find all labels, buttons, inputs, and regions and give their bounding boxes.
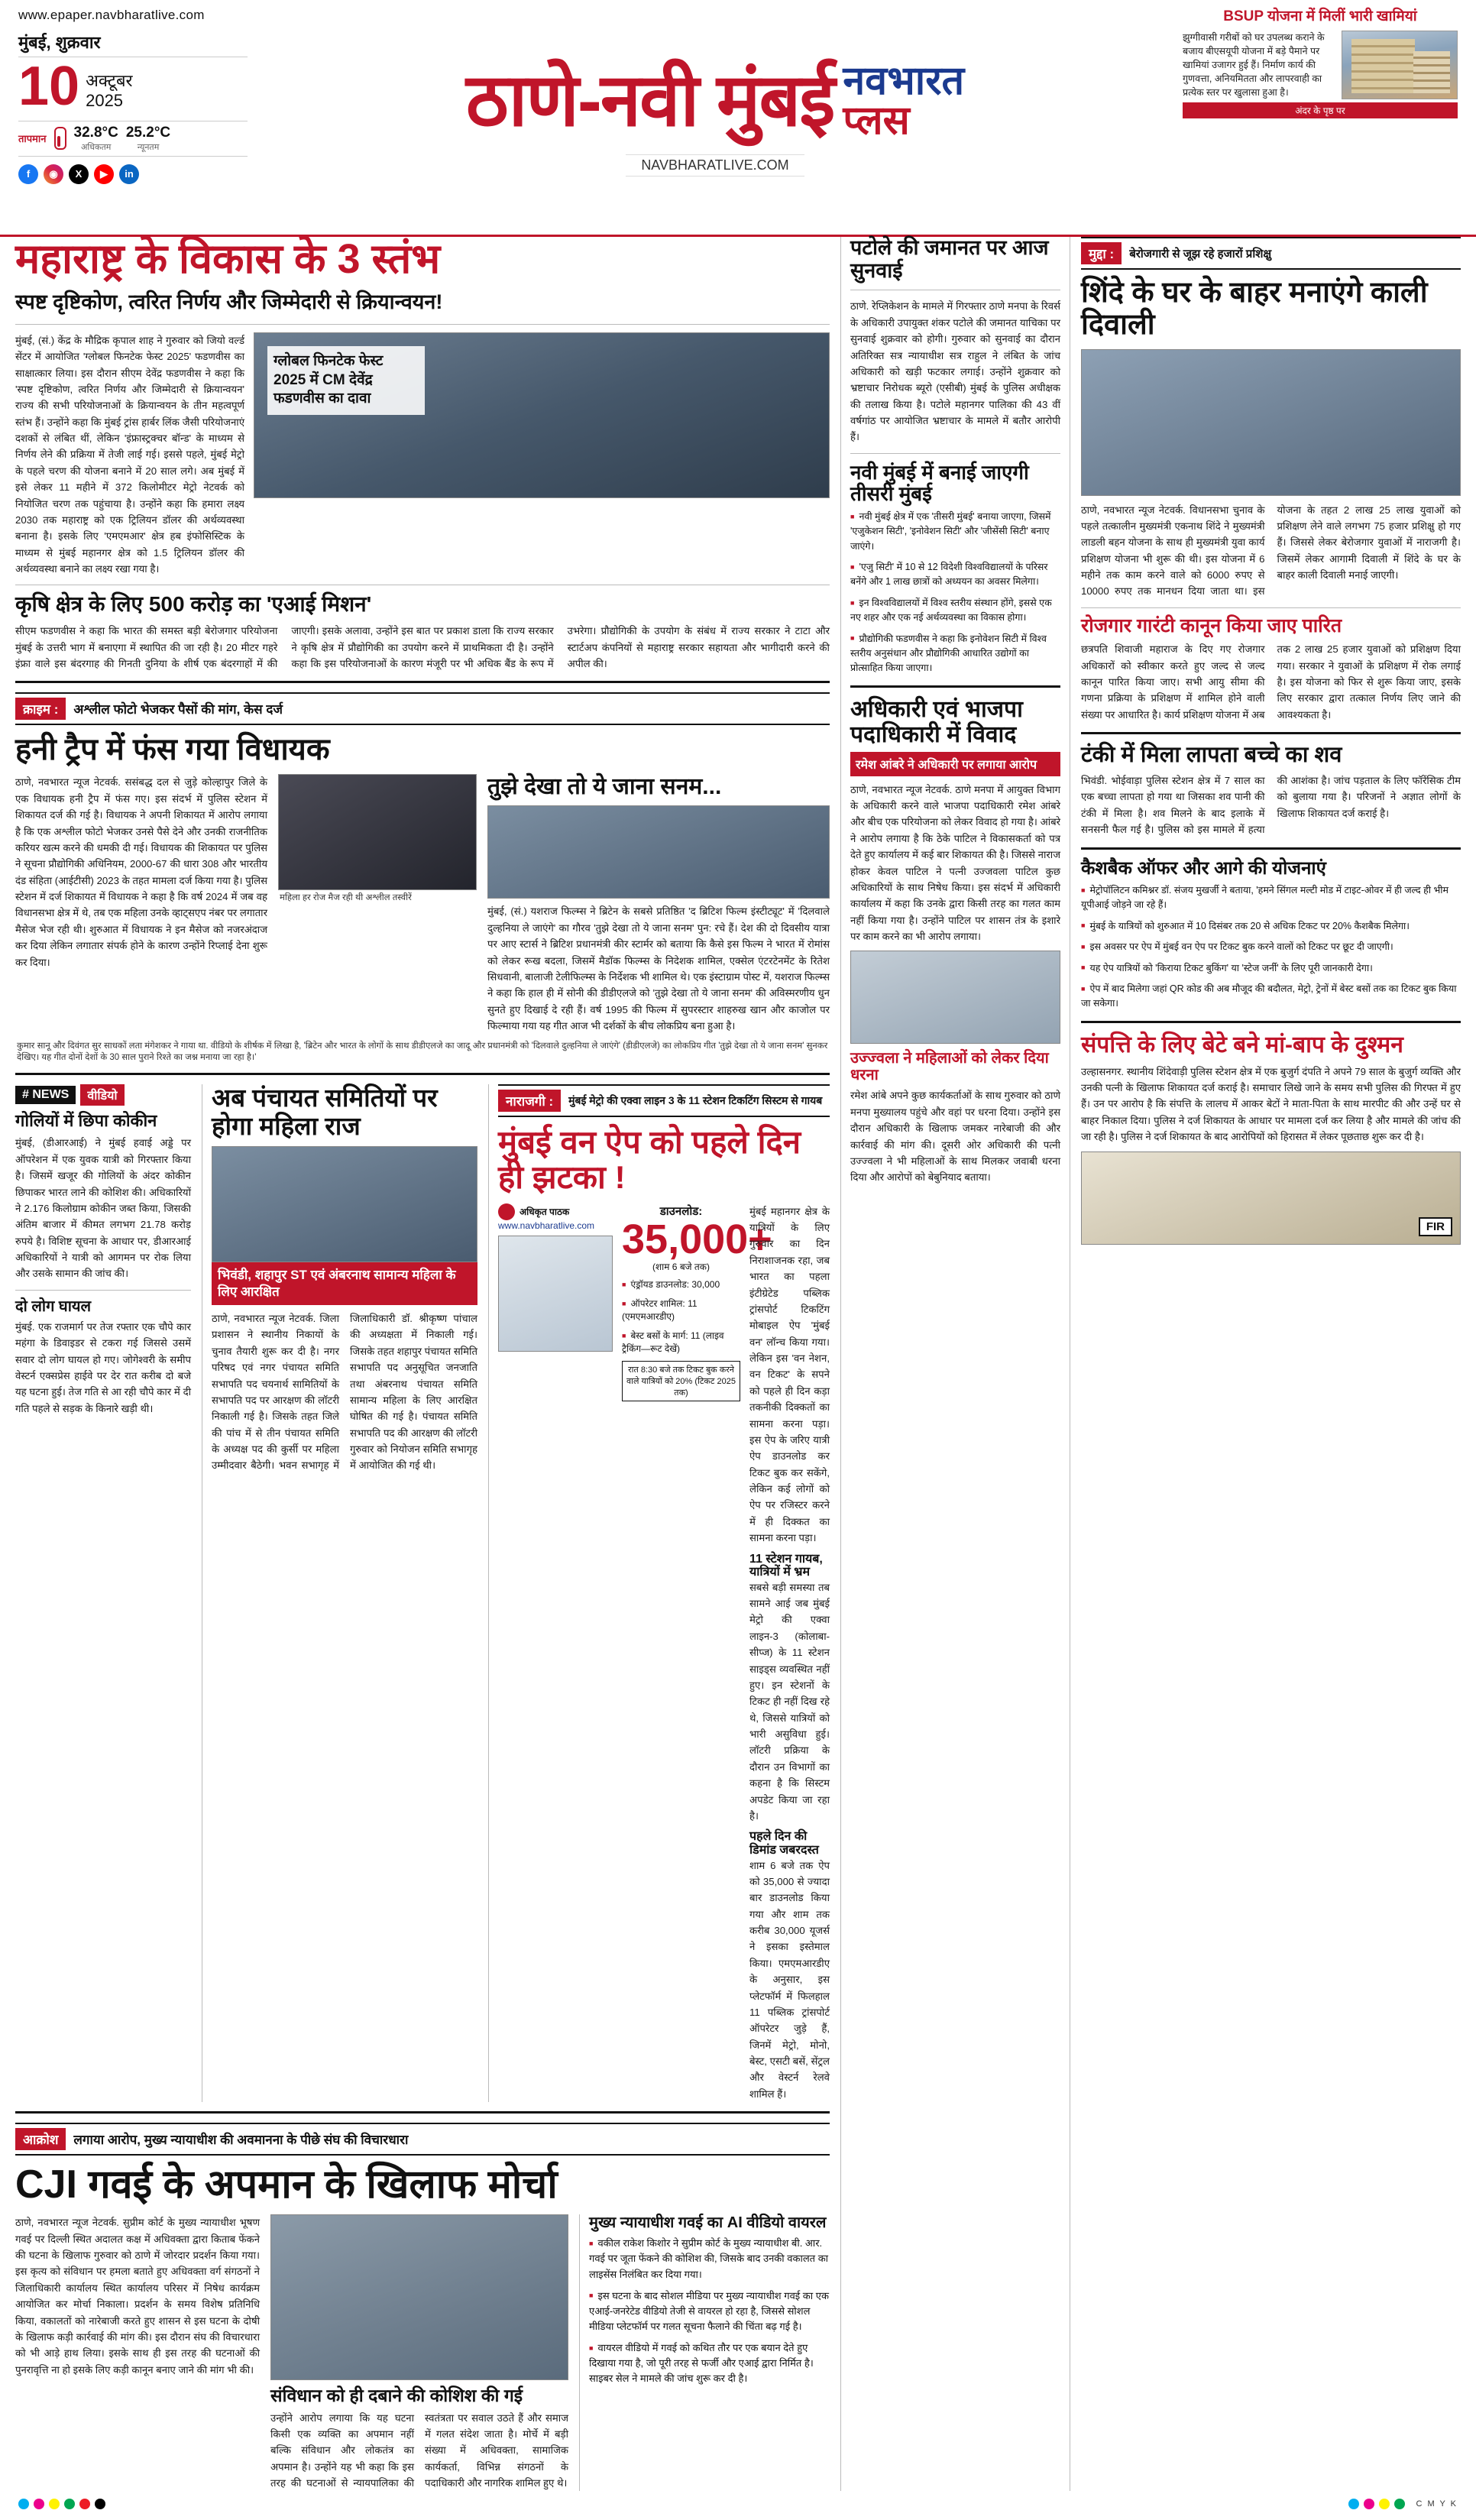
download-count: 35,000+ (622, 1216, 772, 1262)
article-property[interactable] (1081, 1032, 1461, 1245)
reg-dot-magenta (34, 2499, 44, 2509)
promo-title: BSUP योजना में मिलीं भारी खामियां (1223, 8, 1417, 24)
cji-kicker-text: लगाया आरोप, मुख्य न्यायाधीश की अवमानना के पीछे संघ की विचारधारा (73, 2133, 409, 2148)
article-panchayat[interactable] (202, 1084, 477, 2102)
verified-icon (498, 1203, 515, 1220)
adhikari-headline: अधिकारी एवं भाजपा पदाधिकारी में विवाद (850, 696, 1023, 747)
column-right (1070, 237, 1461, 2491)
lead-body: मुंबई, (सं.) केंद्र के मौद्रिक कृपाल शाह ने गुरुवार को जियो वर्ल्ड सेंटर में आयोजित 'ग्लोबल फिनटेक फेस्ट 2025' फडणवीस का साक्षात्कार लिया। इस दौरान सीएम देवेंद्र फडणवीस ने कहा कि 'स्पष्ट दृष्टिकोण, त्वरित निर्णय और जिम्मेदारी से क्रियान्वयन' राज्य की सभी परियोजनाओं के क्रियान्वयन के तीन महत्वपूर्ण स्तंभ हैं। उन्होंने कहा कि मुंबई ट्रांस हार्बर लिंक जैसी परियोजनाएं दशकों से लंबित थीं, लेकिन 'इंफ्रास्ट्रक्चर बॉन्ड' के माध्यम से निर्णय लेने की प्रक्रिया में तेजी लाई गई। इससे पहले, मुंबई मेट्रो के पहले चरण की योजना बनाने में 20 साल लगे। अब मुंबई में इसे लेकर 11 महीने में 372 किलोमीटर मेट्रो नेटवर्क को नियोजित चरण तक पहुंचाया है। उन्होंने कहा कि हमारा लक्ष्य 2030 तक महाराष्ट्र को एक ट्रिलियन डॉलर की अर्थव्यवस्था बनाना है। इसके लिए 'एमएमआर' क्षेत्र हब इंफोसिस्टिक के माध्यम से मुंबई महानगर क्षेत्र को 1.5 ट्रिलियन डॉलर की अर्थव्यवस्था बनाने का लक्ष्य रखा गया है। (15, 334, 244, 575)
reg-dot-green (64, 2499, 75, 2509)
metro-kicker: नाराजगी : (498, 1090, 561, 1112)
news-video-body: मुंबई, (डीआरआई) ने मुंबई हवाई अड्डे पर ऑपरेशन में एक युवक यात्री को गिरफ्तार किया है। जिसमें खजूर की गोलियों के अंदर कोकीन छिपाकर भारत लाने की कोशिश की। अधिकारियों ने 2.176 किलोग्राम कोकीन जब्त किया, जिसकी अंतिम बाजार में कीमत लगभग 21.78 करोड़ रुपये है। विशिष्ट सूचना के आधार पर, डीआरआई अधिकारियों ने यात्री को आगमन पर रोक लिया और उसके सामान की जांच की। (15, 1137, 191, 1280)
cji-sub-body: उन्होंने आरोप लगाया कि यह घटना किसी एक व्यक्ति का अपमान नहीं बल्कि संविधान और लोकतंत्र का अपमान है। उन्होंने यह भी कहा कि इस तरह की घटनाओं से न्यायपालिका की स्वतंत्रता पर सवाल उठते हैं और समाज में गलत संदेश जाता है। मोर्चे में बड़ी संख्या में अधिवक्ता, सामाजिक कार्यकर्ता, विभिन्न संगठनों के पदाधिकारी और नागरिक शामिल हुए थे। (270, 2411, 568, 2489)
reg-dot-green-2 (1394, 2499, 1405, 2509)
property-photo (1081, 1151, 1461, 1245)
site-url[interactable]: NAVBHARATLIVE.COM (626, 154, 804, 177)
weather-label: तापमान (18, 133, 47, 145)
news-sub-body: मुंबई. एक राजमार्ग पर तेज रफ्तार एक चौपे कार महंगा के डिवाइडर से टकरा गई जिससे उसमें सवार दो लोग घायल हो गए। जोगेश्वरी के समीप वेस्टर्न एक्सप्रेस हाईवे पर देर रात करीब दो बजे यह घटना हुई। तेज गति से आ रही चौपे कार में दी गति पहले से सड़क के किनारे खड़ी थी। (15, 1320, 191, 1414)
masthead-promo[interactable] (1183, 8, 1458, 230)
cmyk-label: C M Y K (1416, 2499, 1458, 2509)
reg-dot-yellow-2 (1379, 2499, 1390, 2509)
cashback-bullet-3: ■ यह ऐप यात्रियों को 'किराया टिकट बुकिंग' या 'स्टेज जर्नी' के लिए पूरी जानकारी देगा। (1081, 961, 1461, 976)
sanam-photo (487, 805, 830, 899)
temp-low-label: न्यूनतम (137, 142, 160, 152)
column-center (840, 237, 1070, 2491)
cji-photo-caption: मुख्य न्यायाधीश गवई का AI वीडियो वायरल (589, 2214, 827, 2232)
date-month: अक्टूबर (86, 71, 133, 91)
metro-times: रात 8:30 बजे तक टिकट बुक करने वाले यात्रियों को 20% (टिकट 2025 तक) (622, 1361, 740, 1401)
cji-kicker: आक्रोश (15, 2128, 66, 2150)
dateline (18, 56, 248, 117)
reg-dot-yellow (49, 2499, 60, 2509)
temp-high: 32.8°C (73, 124, 118, 141)
adhikari-photo (850, 951, 1060, 1044)
download-note: (शाम 6 बजे तक) (652, 1261, 710, 1272)
masthead-logo (248, 8, 1183, 230)
honeytrap-photo (278, 774, 477, 890)
reg-dot-red (79, 2499, 90, 2509)
mudda-headline: शिंदे के घर के बाहर मनाएंगे काली दिवाली (1081, 277, 1428, 341)
cji-photo (270, 2214, 568, 2380)
video-badge: वीडियो (80, 1084, 124, 1106)
tanki-body: भिवंडी. भोईवाड़ा पुलिस स्टेशन क्षेत्र में 7 साल का एक बच्चा लापता हो गया था जिसका शव पानी की टंकी में मिला है। शव मिलने के बाद इलाके में सनसनी फैल गई है। पुलिस को इस मामले में हत्या की आशंका है। जांच पड़ताल के लिए फॉरेंसिक टीम को बुलाया गया है। परिजनों ने अज्ञात लोगों के खिलाफ शिकायत दर्ज कराई है। (1081, 775, 1461, 836)
reg-dot-cyan-2 (1348, 2499, 1359, 2509)
honeytrap-kicker-text: अश्लील फोटो भेजकर पैसों की मांग, केस दर्ज (73, 702, 283, 717)
rojgar-headline: रोजगार गारंटी कानून किया जाए पारित (1081, 614, 1342, 636)
youtube-icon[interactable]: ▶ (94, 164, 114, 184)
download-label: डाउनलोड: (659, 1204, 703, 1218)
honeytrap-kicker: क्राइम : (15, 698, 66, 720)
social-links (18, 164, 248, 184)
cashback-bullet-4: ■ ऐप में बाद मिलेगा जहां QR कोड की अब मौजूद की बदौलत, मेट्रो, ट्रेनों में बेस्ट बसों तक का टिकट बुक किया जा सकेगा। (1081, 982, 1461, 1012)
temp-low: 25.2°C (125, 124, 171, 141)
edition-city-day: मुंबई, शुक्रवार (18, 31, 248, 57)
adhikari-body: ठाणे, नवभारत न्यूज नेटवर्क. ठाणे मनपा में आयुक्त विभाग के अधिकारी करने वाले भाजपा पदाधिकारी रमेश आंबरे और बीच एक परियोजना को लेकर विवाद हो गया है। आंबरे ने आरोप लगाया है कि ठेके पाटिल ने विकासकर्ता को पत्र देते हुए कार्यालय में कई बार शिकायत की है। जिससे नाराज होकर केवल पाटिल ने पत्नी उज्जवला पाटिल कुछ अधिकारियों के साथ निषेध किया। इस संदर्भ में अधिकारी कार्यालय में कहा कि उनके द्वारा किसी तरह का गलत काम नहीं किया गया है। उन्होंने पाटिल पर शासन तंत्र के इशारे पर काम करने का भी आरोप लगाया। (850, 783, 1060, 943)
reg-dot-cyan (18, 2499, 29, 2509)
panchayat-subhead: भिवंडी, शहापुर ST एवं अंबरनाथ सामान्य महिला के लिए आरक्षित (212, 1262, 477, 1305)
cji-body: ठाणे, नवभारत न्यूज नेटवर्क. सुप्रीम कोर्ट के मुख्य न्यायाधीश भूषण गवई पर दिल्ली स्थित अदालत कक्ष में अधिवक्ता द्वारा किताब फेंकने की घटना के खिलाफ गुरुवार को ठाणे में जोरदार प्रदर्शन किया गया। इस कृत्य को संविधान पर हमला बताते हुए अधिवक्ता वर्ग संगठनों ने जिलाधिकारी कार्यालय स्थित कार्यालय परिसर में निषेध कार्यक्रम आयोजित कर मोर्चा निकाला। प्रदर्शन के समय विशेष प्रतिनिधि किया, वकालतों को नारेबाजी करते हुए शासन से इस घटना के दोषी के खिलाफ कड़ी कार्रवाई की मांग की। इस दौरान संघ की विचारधारा को भी आड़े हाथ लिया। इसके साथ ही इस तरह की घटनाओं की पुनरावृत्ति ना हो इसके लिए कड़ी कानून बनाए जाने की मांग भी की। (15, 2217, 260, 2376)
article-news-video[interactable] (15, 1084, 191, 2102)
metro-stat-1: ■ ऑपरेटर शामिल: 11 (एमएमआरडीए) (622, 1297, 740, 1323)
cji-sub-head: संविधान को ही दबाने की कोशिश की गई (270, 2386, 523, 2406)
reg-dot-magenta-2 (1364, 2499, 1374, 2509)
panchayat-headline: अब पंचायत समितियों पर होगा महिला राज (212, 1083, 438, 1140)
cashback-bullet-1: ■ मुंबई के यात्रियों को शुरुआत में 10 दिसंबर तक 20 से अधिक टिकट पर 20% कैशबैक मिलेगा। (1081, 919, 1461, 934)
metro-sub2-body: शाम 6 बजे तक ऐप को 35,000 से ज्यादा बार डाउनलोड किया गया और शाम तक करीब 30,000 यूजर्स ने इसका इस्तेमाल किया। एमएमआरडीए के अनुसार, इस प्लेटफॉर्म में फिलहाल 11 पब्लिक ट्रांसपोर्ट ऑपरेटर जुड़े हैं, जिनमें मेट्रो, मोनो, बेस्ट, एसटी बसें, सेंट्रल और वेस्टर्न रेलवे शामिल हैं। (749, 1859, 830, 2100)
promo-building-photo (1342, 31, 1458, 100)
tanki-headline: टंकी में मिला लापता बच्चे का शव (1081, 743, 1342, 768)
cji-bullet-2: ■ वायरल वीडियो में गवई को कथित तौर पर एक बयान देते हुए दिखाया गया है, जो पूरी तरह से फर्जी और एआई द्वारा निर्मित है। साइबर सेल ने मामले की जांच शुरू कर दी है। (589, 2340, 830, 2386)
date-year: 2025 (86, 91, 124, 111)
promo-caption: अंदर के पृष्ठ पर (1183, 102, 1458, 118)
panchayat-body: ठाणे, नवभारत न्यूज नेटवर्क. जिला प्रशासन ने स्थानीय निकायों के चुनाव तैयारी शुरू कर दी है। नगर परिषद एवं नगर पंचायत समिति सभापति पद चयनार्थ सामितियों के सभापति पद पर आरक्षण की लॉटरी निकाली गई है। जिसके तहत जिले की पांच में से तीन पंचायत समिति के अध्यक्ष पद की कुर्सी पर महिला उम्मीदवार बैठेगी। भवन सभागृह में जिलाधिकारी डॉ. श्रीकृष्ण पांचाल की अध्यक्षता में निकाली गई। जिसके तहत शहापुर पंचायत समिति सभापति पद अनुसूचित जनजाति तथा अंबरनाथ पंचायत समिति सामान्य महिला के लिए आरक्षित घोषित की गई है। पंचायत समिति सभापति पद की आरक्षण की लॉटरी गुरुवार को नियोजन समिति सभागृह में आयोजित की गई थी। (212, 1313, 477, 1472)
third-mumbai-bullet-0: ■ नवी मुंबई क्षेत्र में एक 'तीसरी मुंबई' बनाया जाएगा, जिसमें 'एजुकेशन सिटी', 'इनोवेशन सिटी' और 'जीसेंसी सिटी' बनाए जाएंगे। (850, 510, 1060, 554)
mudda-kicker-text: बेरोजगारी से जूझ रहे हजारों प्रशिक्षु (1129, 247, 1272, 261)
panchayat-photo (212, 1146, 477, 1262)
twitter-x-icon[interactable]: X (69, 164, 89, 184)
masthead (0, 0, 1476, 237)
article-honeytrap[interactable] (15, 692, 830, 1064)
property-headline: संपत्ति के लिए बेटे बने मां-बाप के दुश्मन (1081, 1032, 1403, 1058)
article-tanki[interactable] (1081, 743, 1461, 837)
article-third-mumbai[interactable] (850, 462, 1060, 676)
weather-strip (18, 121, 248, 157)
color-registration-bar (0, 2491, 1476, 2520)
news-video-headline: गोलियों में छिपा कोकीन (15, 1111, 157, 1131)
date-day: 10 (18, 56, 80, 117)
lead-headline: महाराष्ट्र के विकास के 3 स्तंभ (15, 236, 441, 282)
news-sub-headline: दो लोग घायल (15, 1297, 92, 1315)
lead-subhead: स्पष्ट दृष्टिकोण, त्वरित निर्णय और जिम्मेदारी से क्रियान्वयन! (15, 290, 443, 314)
cashback-bullet-2: ■ इस अवसर पर ऐप में मुंबई वन ऐप पर टिकट बुक करने वालों को टिकट पर छूट दी जाएगी। (1081, 940, 1461, 954)
adhikari-sub-head: उज्ज्वला ने महिलाओं को लेकर दिया धरना (850, 1050, 1049, 1084)
cji-headline: CJI गवई के अपमान के खिलाफ मोर्चा (15, 2162, 558, 2207)
linkedin-icon[interactable]: in (119, 164, 139, 184)
third-mumbai-headline: नवी मुंबई में बनाई जाएगी तीसरी मुंबई (850, 460, 1029, 506)
rojgar-body: छत्रपति शिवाजी महाराज के दिए गए रोजगार अधिकारों को स्वीकार करते हुए जल्द से जल्द कानून पारित किया जाए। सभी आयु सीमा की गणना प्रक्रिया के प्रशिक्षण में शामिल होने वाली संख्या पर आधारित है। कार्य प्रशिक्षण योजना में अब तक 2 लाख 25 हजार युवाओं को प्रशिक्षण दिया गया। सरकार ने युवाओं के प्रशिक्षण में रोक लगाई है। इस योजना को फिर से शुरू किया जाए, इसके लिए सरकार द्वारा तत्काल निर्णय लिए जाने की आवश्यकता है। (1081, 643, 1461, 721)
patole-headline: पटोले की जमानत पर आज सुनवाई (850, 236, 1049, 282)
metro-app-photo (498, 1236, 613, 1352)
sanam-body: मुंबई, (सं.) यशराज फिल्म्स ने ब्रिटेन के सबसे प्रतिष्ठित 'द ब्रिटिश फिल्म इंस्टीट्यूट' में 'दिलवाले दुल्हनिया ले जाएंगे' का गौरव 'तुझे देखा तो ये जाना सनम' पुन: रचे हैं। देश की दो दिवसीय यात्रा पर आए स्टार्स ने ब्रिटिश प्रधानमंत्री कीर स्टार्मर को बताया कि कैसे इस फिल्म ने भारत में रोमांस को लेकर रूख बदला, जिसमें मैडॉक फिल्म्स के निदेशक शामिल, एक्सेल एंटरटेनमेंट के रितेश सिधवानी, बालाजी टेलीफिल्म्स के निर्देशक भी शामिल थे। एक इंस्टाग्राम पोस्ट में, यशराज फिल्म्स ने कहा कि हाल ही में सोनी की डीडीएलजे को 'तुझे देखा तो ये जाना सनम' की अविस्मरणीय धुन सुनते हुए दिखाई दे रही हैं। वर्ष 1995 की फिल्म में सुपरस्टार शाहरुख खान और काजोल पर फिल्माया गया यह गीत आज भी दर्शकों के बीच लोकप्रिय बना हुआ है। (487, 905, 830, 1032)
fir-label: FIR (1419, 1217, 1452, 1236)
honeytrap-body: ठाणे, नवभारत न्यूज नेटवर्क. ससंबद्ध दल से जुड़े कोल्हापुर जिले के एक विधायक हनी ट्रैप में फंस गए। इस संदर्भ में पुलिस स्टेशन में शिकायत दर्ज की गई है। विधायक ने अपनी शिकायत में आरोप लगाया है कि एक अश्लील फोटो भेजकर उनसे पैसे देने और उनकी राजनीतिक करियर खत्म करने की धमकी दी गई। विधायक की शिकायत पर पुलिस ने सूचना प्रौद्योगिकी अधिनियम, 2000-67 की धारा 308 और भारतीय दंड संहिता (आईटीसी) 2023 के तहत मामला दर्ज किया गया है। पुलिस स्टेशन में दर्ज शिकायत में विधायक ने कहा है कि वर्ष 2024 में जब वह विधानसभा क्षेत्र में थे, तब एक महिला उनके व्हाट्सएप नंबर पर लगातार मैसेज भेज रही थी। शुरुआत में विधायक ने इन मैसेज को नजरअंदाज कर दिया लेकिन लगातार संपर्क होने के कारण उन्होंने रिप्लाई देना शुरू कर दिया। (15, 776, 267, 968)
temp-high-label: अधिकतम (81, 142, 112, 152)
honeytrap-photo-caption: महिला हर रोज मैज रही थी अश्लील तस्वीरें (280, 893, 412, 903)
third-mumbai-bullet-1: ■ 'एजु सिटी' में 10 से 12 विदेशी विश्वविद्यालयों के परिसर बनेंगे और 1 लाख छात्रों को अध्ययन का अवसर मिलेगा। (850, 560, 1060, 590)
epaper-url[interactable]: www.epaper.navbharatlive.com (18, 8, 205, 22)
article-metro[interactable] (488, 1084, 830, 2102)
article-patole[interactable] (850, 237, 1060, 445)
metro-body: मुंबई महानगर क्षेत्र के यात्रियों के लिए गुरुवार का दिन निराशाजनक रहा, जब भारत का पहला इंटीग्रेटेड पब्लिक ट्रांसपोर्ट टिकटिंग मोबाइल ऐप 'मुंबई वन' लॉन्च किया गया। लेकिन इस 'वन नेशन, वन टिकट' के सपने को पहले ही दिन कड़ा तकनीकी दिक्कतों का सामना करना पड़ा। इस ऐप के जरिए यात्री ऐप डाउनलोड कर टिकट बुक कर सकेंगे, लेकिन कई लोगों को ऐप पर रजिस्टर करने में ही दिक्कत का सामना करना पड़ा। (749, 1205, 830, 1544)
cji-bullet-1: ■ इस घटना के बाद सोशल मीडिया पर मुख्य न्यायाधीश गवई का एक एआई-जनरेटेड वीडियो तेजी से वायरल हो रहा है, जिससे सोशल मीडिया प्लेटफॉर्म पर गलत सूचना फैलाने की चिंता बढ़ गई है। (589, 2288, 830, 2334)
logo-plus: प्लस (843, 99, 910, 143)
masthead-left (18, 8, 248, 230)
metro-sub1-head: 11 स्टेशन गायब, यात्रियों में भ्रम (749, 1552, 823, 1579)
agri-headline: कृषि क्षेत्र के लिए 500 करोड़ का 'एआई मिशन' (15, 592, 372, 617)
mudda-kicker: मुद्दा : (1081, 242, 1122, 264)
metro-sub1-body: सबसे बड़ी समस्या तब सामने आई जब मुंबई मेट्रो की एक्वा लाइन-3 (कोलाबा-सीप्ज) के 11 स्टेशन साइड्स व्यवस्थित नहीं हुए। इन स्टेशनों के टिकट ही नहीं दिख रहे थे, जिससे यात्रियों को भारी असुविधा हुई। लॉटरी प्रक्रिया के दौरान उन विभागों का कहना है कि सिस्टम अपडेट किया जा रहा है। (749, 1581, 830, 1822)
sanam-headline: तुझे देखा तो ये जाना सनम... (487, 774, 722, 800)
metro-site-url[interactable]: www.navbharatlive.com (498, 1220, 595, 1231)
article-cji[interactable] (15, 2123, 830, 2491)
cji-bullet-0: ■ वकील राकेश किशोर ने सुप्रीम कोर्ट के मुख्य न्यायाधीश बी. आर. गवई पर जूता फेंकने की कोशिश की, जिसके बाद उनकी वकालत का लाइसेंस निलंबित कर दिया गया। (589, 2236, 830, 2282)
logo-title: ठाणे-नवी मुंबई (465, 60, 834, 141)
reg-dot-black (95, 2499, 105, 2509)
adhikari-sub-body: रमेश आंबे अपने कुछ कार्यकर्ताओं के साथ गुरुवार को ठाणे मनपा मुख्यालय पहुंचे और वहां पर धरना दिया। उन्होंने इस दौरान अधिकारी के खिलाफ जमकर नारेबाजी की और कार्रवाई की मांग की। दूसरी ओर अधिकारी की पत्नी उज्ज्वला ने भी महिलाओं के साथ मिलकर जवाबी धरना दिया और आरोपों को बेबुनियाद बताया। (850, 1090, 1060, 1184)
metro-sub2-head: पहले दिन की डिमांड जबरदस्त (749, 1830, 819, 1857)
metro-stat-0: ■ एंड्रॉयड डाउनलोड: 30,000 (622, 1278, 740, 1291)
main-content (0, 237, 1476, 2491)
metro-site-tag: अधिकृत पाठक (520, 1207, 570, 1218)
metro-headline: मुंबई वन ऐप को पहले दिन ही झटका ! (498, 1124, 801, 1196)
metro-kicker-text: मुंबई मेट्रो की एक्वा लाइन 3 के 11 स्टेशन टिकटिंग सिस्टम से गायब (568, 1094, 823, 1107)
mudda-photo (1081, 349, 1461, 496)
article-lead[interactable] (15, 237, 830, 577)
metro-stat-2: ■ बेस्ट बसों के मार्ग: 11 (लाइव ट्रैकिंग—रूट देखें) (622, 1329, 740, 1355)
article-cashback[interactable] (1081, 859, 1461, 1012)
article-mudda[interactable] (1081, 237, 1461, 600)
logo-navbharat: नवभारत (843, 59, 965, 103)
mudda-body: ठाणे, नवभारत न्यूज नेटवर्क. विधानसभा चुनाव के पहले तत्कालीन मुख्यमंत्री एकनाथ शिंदे ने मुख्यमंत्री लाडली बहन योजना के साथ ही मुख्यमंत्री युवा कार्य प्रशिक्षण योजना भी शुरू की थी। इस योजना में 6 महीने तक काम करने वाले को 6000 रुपए से 10000 रुपए तक मानधन दिया जाता था। इस योजना के तहत 2 लाख 25 लाख युवाओं को प्रशिक्षण लेने वाले लगभग 75 हजार प्रशिक्षु हो गए हैं। जिससे लेकर बेरोजगार युवाओं में नाराजगी है। जिसमें लेकर आगामी दिवाली में शिंदे के घर के बाहर काली दिवाली मनाई जाएगी। (1081, 504, 1461, 598)
promo-text: झुग्गीवासी गरीबों को घर उपलब्ध कराने के बजाय बीएसयूपी योजना में बड़े पैमाने पर खामियां उजागर हुई हैं। निर्माण कार्य की गुणवत्ता, अनियमितता और लापरवाही का प्रत्येक स्तर पर खुलासा हुआ है। (1183, 31, 1325, 99)
adhikari-subhead: रमेश आंबरे ने अधिकारी पर लगाया आरोप (850, 752, 1060, 776)
sanam-photo-caption: कुमार सानू और दिवंगत सुर साधकों लता मंगेशकर ने गाया था. वीडियो के शीर्षक में लिखा है, 'ब्रिटेन और भारत के लोगों के साथ डीडीएलजे का जादू और प्रधानमंत्री को 'दिलवाले दुल्हनिया ले जाएंगे' (डीडीएलजे) का लोकप्रिय गीत 'तुझे देखा तो ये जाना सनम' सुनकर देखिए। यह गीत दोनों देशों के 30 साल पुराने रिश्ते का जश्न मनाया जा रहा है।' (17, 1041, 828, 1063)
article-adhikari[interactable] (850, 697, 1060, 1186)
news-badge: # NEWS (15, 1086, 76, 1104)
row-mid (15, 1084, 830, 2102)
cashback-bullet-0: ■ मेट्रोपॉलिटन कमिश्नर डॉ. संजय मुखर्जी ने बताया, 'हमने सिंगल मल्टी मोड में टाइट-ओवर में ही जल्द ही भीम यूपीआई जोड़ने जा रहे हैं। (1081, 883, 1461, 913)
third-mumbai-bullet-3: ■ प्रौद्योगिकी फडणवीस ने कहा कि इनोवेशन सिटी में विश्व स्तरीय अनुसंधान और प्रौद्योगिकी आधारित उद्योगों का प्रोत्साहित किया जाएगा। (850, 632, 1060, 676)
agri-body: सीएम फडणवीस ने कहा कि भारत की समस्त बड़ी बेरोजगार परियोजना मुंबई के उत्तरी भाग में बनाएगा में स्थापित की जा रही है। 20 मीटर गहरे इंफ्रा वाले इस बंदरगाह की गिनती दुनिया के शीर्ष एक बंदरगाहों में की जाएगी। इसके अलावा, उन्होंने इस बात पर प्रकाश डाला कि राज्य सरकार ने कृषि क्षेत्र में प्रौद्योगिकी का उपयोग करने में प्राथमिकता दी है। उन्होंने कहा कि इस परियोजनाओं के कारण मंजूरी पर भी अधिक बैंड के रूप में उभरेगा। प्रौद्योगिकी के उपयोग के संबंध में राज्य सरकार ने टाटा और स्टार्टअप कंपनियों से महाराष्ट्र सरकार सहायता और भागीदारी करने की अपील की। (15, 625, 830, 669)
column-left (15, 237, 840, 2491)
patole-body: ठाणे. रेप्लिकेशन के मामले में गिरफ्तार ठाणे मनपा के रिवर्स के अधिकारी उपायुक्त शंकर पटोले की जमानत याचिका पर सुनवाई शुक्रवार को होगी। गुरुवार को सुनवाई का दौरान अतिरिक्त सत्र न्यायाधीश सत्र राहुल ने लंबित के जांच अधिकारी को खड़ी फटकार लगाई। उन्होंने शुक्रवार को भ्रष्टाचार निरोधक ब्यूरो (एसीबी) मुंबई के पुलिस अधीक्षक की तलाख किया है। पटोले महानगर पालिका की 43 वीं वर्षगांठ पर आयोजित भ्रष्टाचार के मामले में बतौर आरोपी हैं। (850, 300, 1060, 443)
property-body: उल्हासनगर. स्थानीय शिंदेवाड़ी पुलिस स्टेशन क्षेत्र में एक बुजुर्ग दंपति ने अपने 79 साल के बुजुर्ग व्यक्ति और उनकी पत्नी के खिलाफ शिकायत दर्ज कराई है। समाचार लिखे जाने के समय सभी पुलिस की गिरफ्त में हुए हैं। उन पर आरोप है कि संपत्ति के लालच में आकर बेटों ने माता-पिता के साथ मारपीट की और उन्हें घर से बाहर निकाल दिया। पुलिस ने दर्ज शिकायत के आधार पर मामला दर्ज कर लिया है और मामले की जांच की जा रही है। पुलिस ने दर्ज शिकायत के बाद आरोपियों को हिरासत में लेकर पूछताछ शुरू कर दी है। (1081, 1065, 1461, 1143)
honeytrap-headline: हनी ट्रैप में फंस गया विधायक (15, 733, 330, 767)
lead-photo-overlay: ग्लोबल फिनटेक फेस्ट 2025 में CM देवेंद्र फडणवीस का दावा (267, 346, 425, 415)
instagram-icon[interactable]: ◉ (44, 164, 63, 184)
thermometer-icon (54, 127, 66, 150)
article-rojgar[interactable] (1081, 616, 1461, 723)
third-mumbai-bullet-2: ■ इन विश्वविद्यालयों में विश्व स्तरीय संस्थान होंगे, इससे एक नए शहर और एक नई अर्थव्यवस्था का विकास होगा। (850, 596, 1060, 626)
facebook-icon[interactable]: f (18, 164, 38, 184)
cashback-headline: कैशबैक ऑफर और आगे की योजनाएं (1081, 857, 1326, 879)
